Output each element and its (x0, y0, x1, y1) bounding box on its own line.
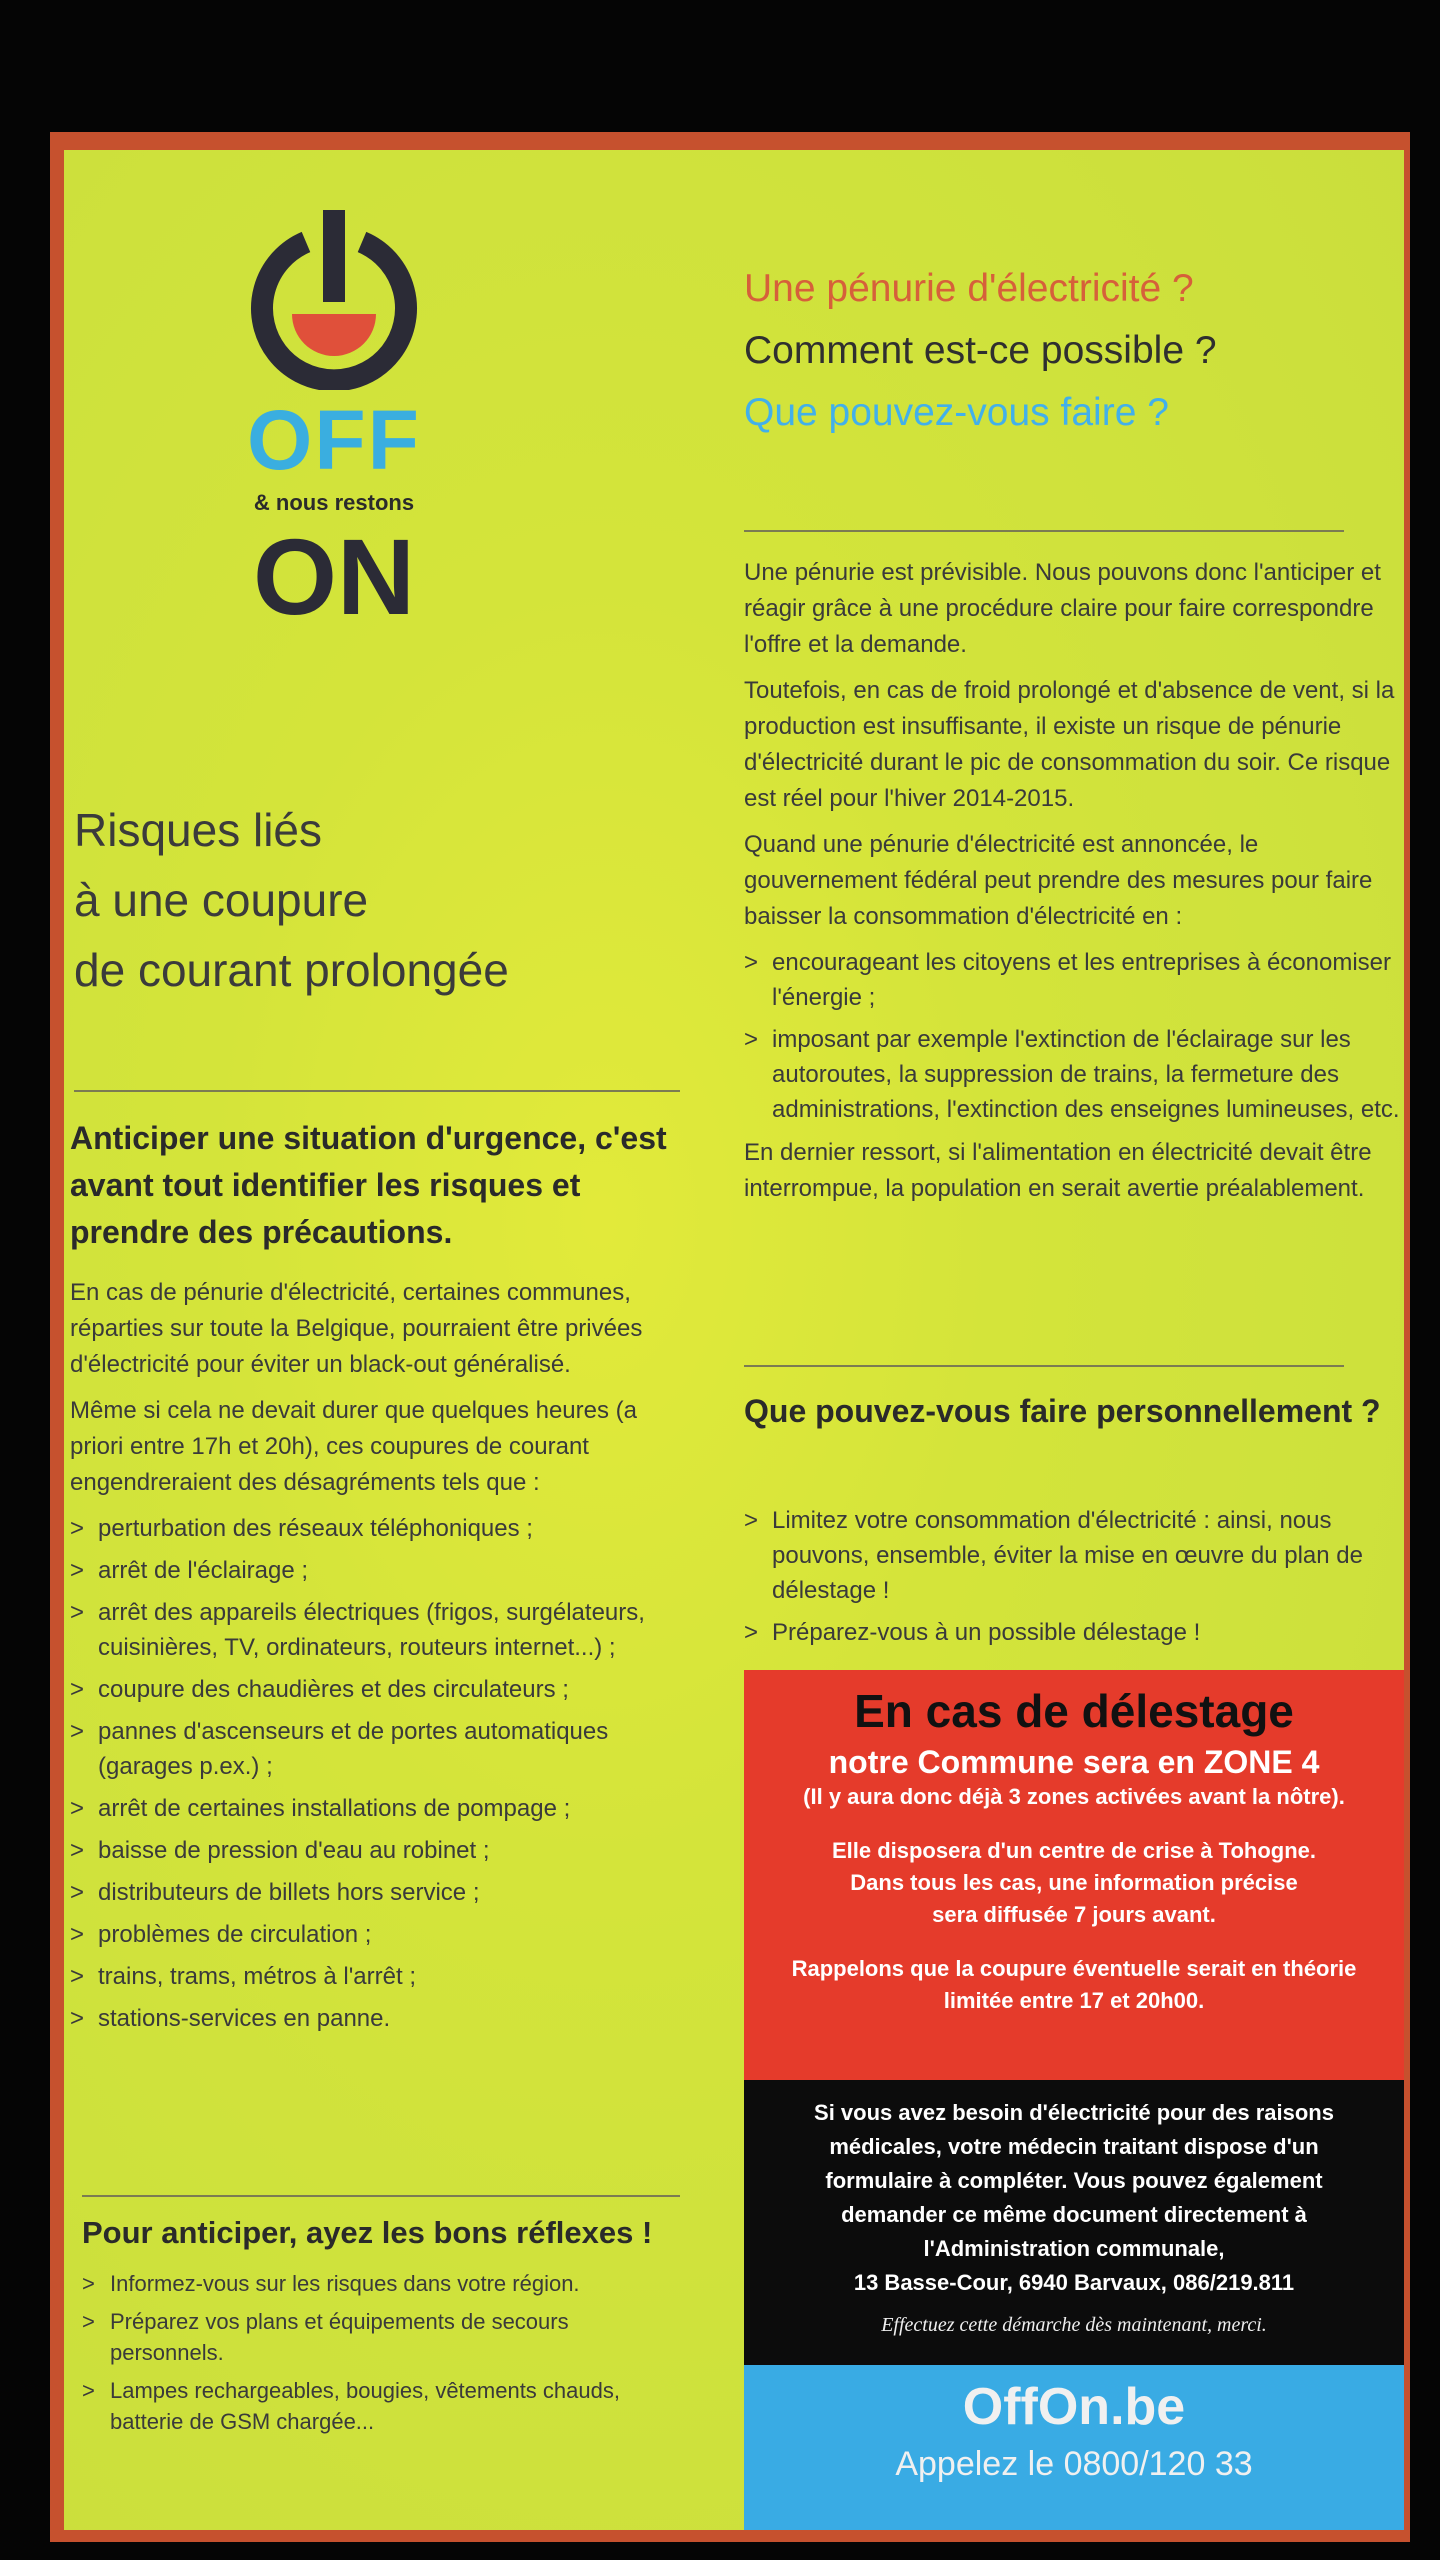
delestage-line: (Il y aura donc déjà 3 zones activées avant la nôtre). (803, 1784, 1345, 1809)
list-item: > Préparez-vous à un possible délestage ! (744, 1615, 1384, 1650)
question-block (744, 258, 1404, 444)
right-paragraph: Quand une pénurie d'électricité est annoncée, le gouvernement fédéral peut prendre des mesures pour faire baisser la consommation d'électricité en : (744, 831, 1373, 930)
list-item: > pannes d'ascenseurs et de portes automatiques (garages p.ex.) ; (70, 1714, 690, 1784)
logo-on: ON (253, 516, 415, 637)
list-item: > arrêt de certaines installations de pompage ; (70, 1791, 690, 1826)
list-item: > coupure des chaudières et des circulateurs ; (70, 1672, 690, 1707)
anticiper-heading: Anticiper une situation d'urgence, c'est avant tout identifier les risques et prendre des précautions. (70, 1120, 667, 1250)
left-paragraph: Même si cela ne devait durer que quelques heures (a priori entre 17h et 20h), ces coupures de courant engendreraient des désagréments tels que : (70, 1397, 637, 1496)
list-item: > arrêt des appareils électriques (frigos, surgélateurs, cuisinières, TV, ordinateurs, routeurs internet...) ; (70, 1595, 690, 1665)
power-icon (244, 210, 424, 390)
medical-line: formulaire à compléter. Vous pouvez également (825, 2168, 1323, 2193)
medical-note: Effectuez cette démarche dès maintenant, merci. (881, 2314, 1267, 2336)
measures-list (744, 945, 1404, 1127)
list-item: > Préparez vos plans et équipements de secours personnels. (82, 2306, 682, 2368)
risques-line-2: à une coupure (74, 874, 369, 926)
question-dark: Comment est-ce possible ? (744, 329, 1217, 372)
list-item: > imposant par exemple l'extinction de l'éclairage sur les autoroutes, la suppression de trains, la fermeture des administrations, l'extinction des enseignes lumineuses, etc. (744, 1022, 1404, 1127)
medical-line: Si vous avez besoin d'électricité pour des raisons (814, 2100, 1334, 2125)
list-item: > encourageant les citoyens et les entreprises à économiser l'énergie ; (744, 945, 1404, 1015)
question-blue: Que pouvez-vous faire ? (744, 391, 1169, 434)
list-item: > problèmes de circulation ; (70, 1917, 690, 1952)
risques-title (74, 795, 674, 1005)
phone-number: Appelez le 0800/120 33 (895, 2445, 1253, 2483)
bons-list (82, 2268, 682, 2444)
delestage-line: Dans tous les cas, une information précise (850, 1870, 1298, 1895)
list-item: > perturbation des réseaux téléphoniques ; (70, 1511, 690, 1546)
list-item: > distributeurs de billets hors service ; (70, 1875, 690, 1910)
divider (744, 1365, 1344, 1367)
logo-off: OFF (247, 393, 421, 487)
divider (82, 2195, 680, 2197)
medical-line: l'Administration communale, (923, 2236, 1225, 2261)
website-link[interactable]: OffOn.be (962, 2378, 1186, 2436)
list-item: > Limitez votre consommation d'électricité : ainsi, nous pouvons, ensemble, éviter la mise en œuvre du plan de délestage ! (744, 1503, 1384, 1608)
list-item: > trains, trams, métros à l'arrêt ; (70, 1959, 690, 1994)
logo-nous-restons: & nous restons (253, 490, 415, 515)
delestage-line: Rappelons que la coupure éventuelle serait en théorie (791, 1956, 1357, 1981)
divider (744, 530, 1344, 532)
risks-list (70, 1511, 690, 2036)
delestage-line: Elle disposera d'un centre de crise à Tohogne. (831, 1838, 1317, 1863)
medical-line: demander ce même document directement à (841, 2202, 1307, 2227)
risques-line-1: Risques liés (74, 804, 322, 856)
list-item: > Informez-vous sur les risques dans votre région. (82, 2268, 682, 2299)
divider (74, 1090, 680, 1092)
question-red: Une pénurie d'électricité ? (744, 267, 1194, 310)
risques-line-3: de courant prolongée (74, 944, 509, 996)
delestage-line: sera diffusée 7 jours avant. (932, 1902, 1216, 1927)
perso-heading: Que pouvez-vous faire personnellement ? (744, 1393, 1381, 1429)
medical-box (744, 2080, 1404, 2365)
list-item: > baisse de pression d'eau au robinet ; (70, 1833, 690, 1868)
contact-box (744, 2365, 1404, 2530)
delestage-box (744, 1670, 1404, 2080)
poster (64, 150, 1404, 2530)
delestage-line: limitée entre 17 et 20h00. (943, 1988, 1205, 2013)
list-item: > arrêt de l'éclairage ; (70, 1553, 690, 1588)
right-paragraphs (744, 555, 1404, 1217)
right-paragraph: En dernier ressort, si l'alimentation en électricité devait être interrompue, la population en serait avertie préalablement. (744, 1139, 1372, 1202)
bons-heading: Pour anticiper, ayez les bons réflexes ! (82, 2215, 653, 2250)
delestage-title: En cas de délestage (854, 1685, 1294, 1737)
left-paragraphs (70, 1275, 690, 2043)
delestage-subtitle: notre Commune sera en ZONE 4 (828, 1744, 1320, 1780)
left-paragraph: En cas de pénurie d'électricité, certaines communes, réparties sur toute la Belgique, pourraient être privées d'électricité pour éviter un black-out généralisé. (70, 1279, 643, 1378)
list-item: > stations-services en panne. (70, 2001, 690, 2036)
right-paragraph: Toutefois, en cas de froid prolongé et d'absence de vent, si la production est insuffisante, il existe un risque de pénurie d'électricité durant le pic de consommation du soir. Ce risque est réel pour l'hiver 2014-2015. (744, 677, 1395, 812)
perso-list (744, 1503, 1384, 1657)
medical-line: 13 Basse-Cour, 6940 Barvaux, 086/219.811 (853, 2270, 1295, 2295)
offon-logo (234, 210, 434, 730)
medical-line: médicales, votre médecin traitant dispose d'un (829, 2134, 1319, 2159)
right-paragraph: Une pénurie est prévisible. Nous pouvons donc l'anticiper et réagir grâce à une procédure claire pour faire correspondre l'offre et la demande. (744, 559, 1381, 658)
list-item: > Lampes rechargeables, bougies, vêtements chauds, batterie de GSM chargée... (82, 2375, 682, 2437)
